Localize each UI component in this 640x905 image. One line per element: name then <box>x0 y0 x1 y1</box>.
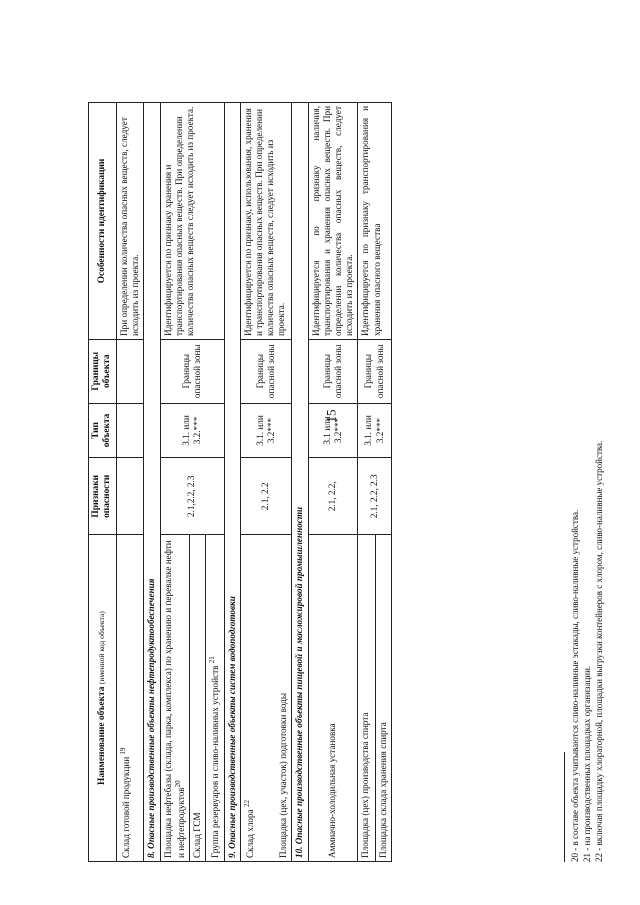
header-type: Тип объекта <box>89 403 117 458</box>
footnote-divider <box>564 752 565 862</box>
footnote: 20 - в составе объекта учитываются сливо-наливные эстакады, сливо-наливные устройства. <box>570 509 580 862</box>
footnote: 21 - на производственных площадках организации. <box>582 665 593 862</box>
cell-type: 3.1. или 3.2*** <box>358 403 391 458</box>
header-name: Наименование объекта (именной код объекта) <box>89 535 117 862</box>
section-row <box>144 103 160 862</box>
cell-name: Склад ГСМ <box>190 535 206 862</box>
table-row <box>240 103 292 862</box>
cell-signs: 2.1, 2.2, <box>308 458 358 535</box>
identification-table <box>88 102 392 862</box>
cell-type: 3.1 или 3.2*** <box>308 403 358 458</box>
cell-bounds: Границы опасной зоны <box>358 339 391 403</box>
footnotes <box>564 102 605 862</box>
cell-type: 3.1. или 3.2.*** <box>160 403 224 458</box>
table-row <box>160 103 190 862</box>
page-number: 15 <box>323 409 339 423</box>
cell-name <box>358 535 391 862</box>
section-title: 10. Опасные производственные объекты пищевой и масложировой промышленности <box>292 103 308 862</box>
cell-name: Площадка нефтебазы (склада, парка, комплекса) по хранению и перевалке нефти и нефтепродуктов$^{20}$ <box>160 535 190 862</box>
cell-name-2: Площадка (цех, участок) подготовки воды <box>278 692 289 858</box>
cell-name-2: Площадка склада хранения спирта <box>375 535 389 861</box>
cell-features: При определении количества опасных веществ, следует исходить из проекта. <box>116 103 143 340</box>
cell-features: Идентифицируется по признаку наличия, транспортирования и хранения опасных веществ. При определении количества опасных веществ, следует исходить из проекта. <box>308 103 358 340</box>
footnote: 22 - включая площадку хлораторной, площадки выгрузки контейнеров с хлором, сливо-наливные устройства. <box>594 440 605 862</box>
cell-features: Идентифицируется по признаку хранения и транспортирования опасных веществ. При определении количества опасных веществ следует исходить из проекта. <box>160 103 224 340</box>
cell-name: Аммиачно-холодильная установка <box>308 535 358 862</box>
cell-bounds: Границы опасной зоны <box>160 339 224 403</box>
header-signs: Признаки опасности <box>89 458 117 535</box>
cell-signs <box>116 458 143 535</box>
rotated-page <box>88 82 608 862</box>
table-row <box>308 103 358 862</box>
cell-signs: 2.1, 2.2 <box>240 458 292 535</box>
table-row <box>116 103 143 862</box>
section-row <box>224 103 240 862</box>
cell-bounds: Границы опасной зоны <box>240 339 292 403</box>
cell-name: Склад готовой продукции $^{19}$ <box>116 535 143 862</box>
section-title: 8. Опасные производственные объекты нефтепродуктообеспечения <box>144 103 160 862</box>
cell-name: Группа резервуаров и сливо-наливных устройств $^{21}$ <box>206 535 224 862</box>
table-row <box>358 103 391 862</box>
header-features: Особенности идентификации <box>89 103 117 340</box>
cell-name: Склад хлора $^{22}$ Площадка (цех, участок) подготовки воды <box>240 535 292 862</box>
section-row <box>292 103 308 862</box>
cell-type <box>116 403 143 458</box>
header-bounds: Границы объекта <box>89 339 117 403</box>
cell-name-1: Площадка (цех) производства спирта <box>360 712 371 858</box>
cell-signs: 2.1, 2.2, 2.3 <box>358 458 391 535</box>
cell-signs: 2.1,2.2, 2.3 <box>160 458 224 535</box>
cell-bounds <box>116 339 143 403</box>
cell-type: 3.1. или 3.2*** <box>240 403 292 458</box>
cell-bounds: Границы опасной зоны <box>308 339 358 403</box>
table-header-row <box>89 103 117 862</box>
cell-features: Идентифицируется по признаку, использования, хранения и транспортирования опасных веществ. При определении количества опасных веществ, следует исходить из проекта. <box>240 103 292 340</box>
cell-features: Идентифицируется по признаку транспортирования и хранения опасного вещества <box>358 103 391 340</box>
section-title: 9. Опасные производственные объекты систем водоподготовки <box>224 103 240 862</box>
